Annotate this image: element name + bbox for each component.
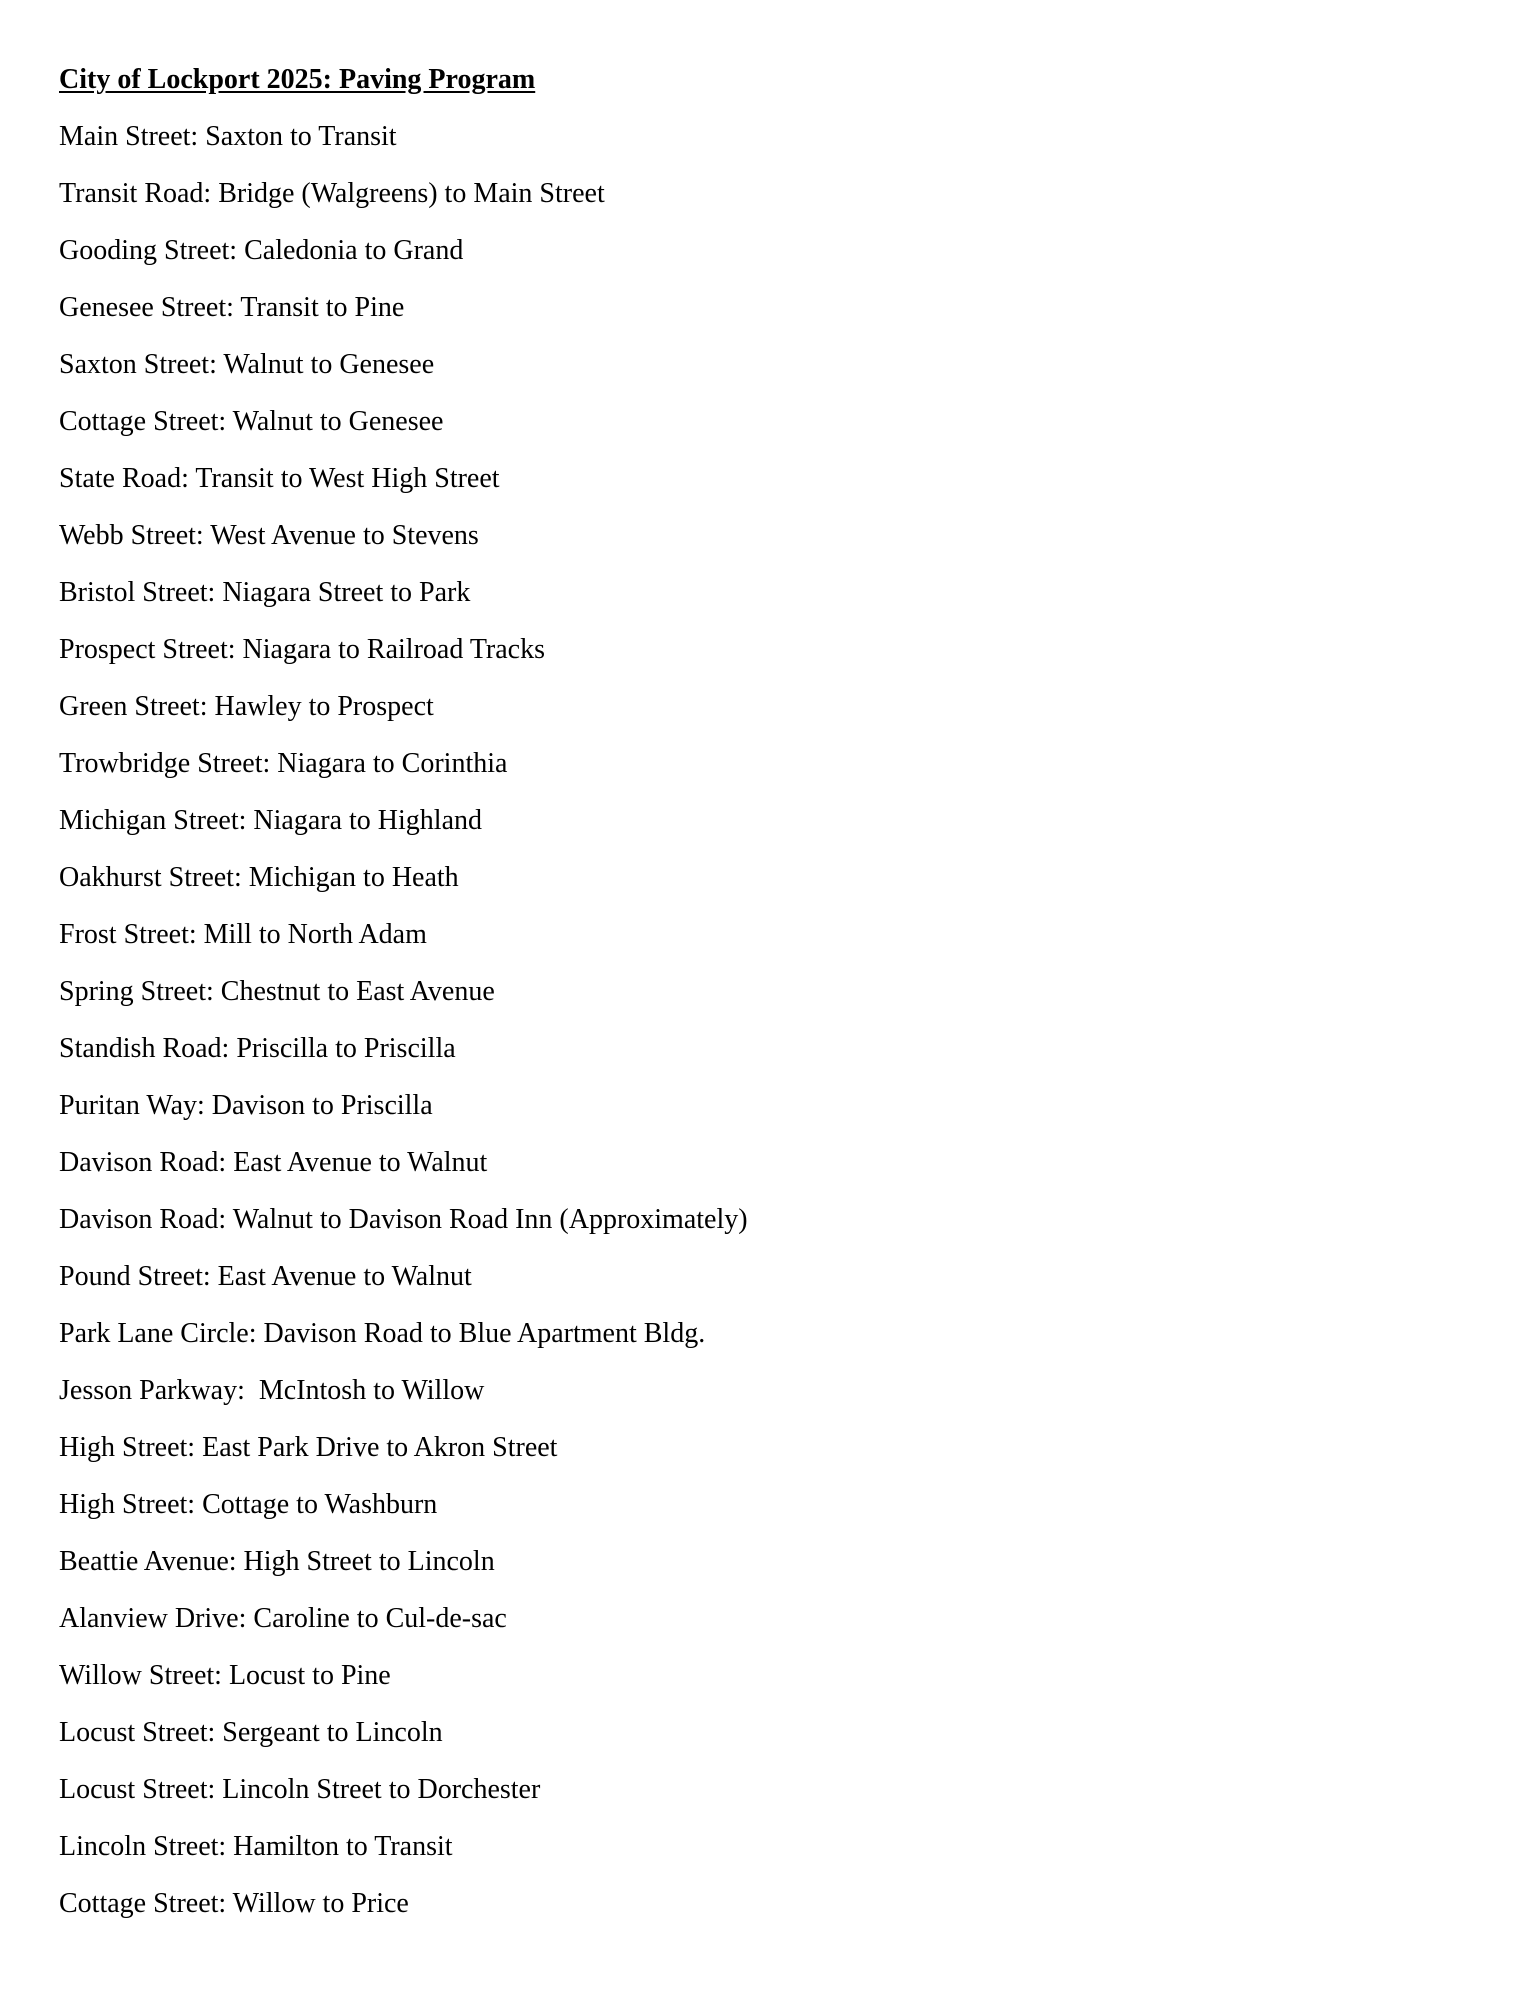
paving-item: Gooding Street: Caledonia to Grand — [59, 235, 464, 266]
paving-item: Locust Street: Lincoln Street to Dorchester — [59, 1774, 541, 1805]
paving-item: Frost Street: Mill to North Adam — [59, 919, 427, 950]
paving-item: Oakhurst Street: Michigan to Heath — [59, 862, 459, 893]
paving-item: High Street: East Park Drive to Akron Street — [59, 1432, 558, 1463]
paving-item: Beattie Avenue: High Street to Lincoln — [59, 1546, 495, 1577]
paving-item: Saxton Street: Walnut to Genesee — [59, 349, 435, 380]
paving-item: High Street: Cottage to Washburn — [59, 1489, 438, 1520]
paving-item: Pound Street: East Avenue to Walnut — [59, 1261, 472, 1292]
paving-item: Alanview Drive: Caroline to Cul-de-sac — [59, 1603, 507, 1634]
document-content — [59, 61, 1459, 1942]
paving-item: Cottage Street: Walnut to Genesee — [59, 406, 444, 437]
paving-item: Trowbridge Street: Niagara to Corinthia — [59, 748, 508, 779]
paving-item: Michigan Street: Niagara to Highland — [59, 805, 482, 836]
paving-item: State Road: Transit to West High Street — [59, 463, 500, 494]
paving-item: Jesson Parkway: McIntosh to Willow — [59, 1375, 485, 1406]
paving-item: Davison Road: Walnut to Davison Road Inn (Approximately) — [59, 1204, 748, 1235]
paving-item: Locust Street: Sergeant to Lincoln — [59, 1717, 443, 1748]
paving-list — [59, 118, 1459, 1923]
paving-item: Cottage Street: Willow to Price — [59, 1888, 409, 1919]
paving-item: Davison Road: East Avenue to Walnut — [59, 1147, 488, 1178]
paving-item: Spring Street: Chestnut to East Avenue — [59, 976, 495, 1007]
paving-item: Lincoln Street: Hamilton to Transit — [59, 1831, 453, 1862]
paving-item: Prospect Street: Niagara to Railroad Tracks — [59, 634, 546, 665]
paving-item: Puritan Way: Davison to Priscilla — [59, 1090, 433, 1121]
paving-item: Park Lane Circle: Davison Road to Blue Apartment Bldg. — [59, 1318, 706, 1349]
paving-item: Willow Street: Locust to Pine — [59, 1660, 391, 1691]
document-title: City of Lockport 2025: Paving Program — [59, 64, 536, 95]
paving-item: Genesee Street: Transit to Pine — [59, 292, 405, 323]
paving-item: Green Street: Hawley to Prospect — [59, 691, 434, 722]
paving-item: Bristol Street: Niagara Street to Park — [59, 577, 471, 608]
paving-item: Webb Street: West Avenue to Stevens — [59, 520, 479, 551]
paving-item: Transit Road: Bridge (Walgreens) to Main Street — [59, 178, 605, 209]
paving-item: Main Street: Saxton to Transit — [59, 121, 397, 152]
paving-item: Standish Road: Priscilla to Priscilla — [59, 1033, 456, 1064]
